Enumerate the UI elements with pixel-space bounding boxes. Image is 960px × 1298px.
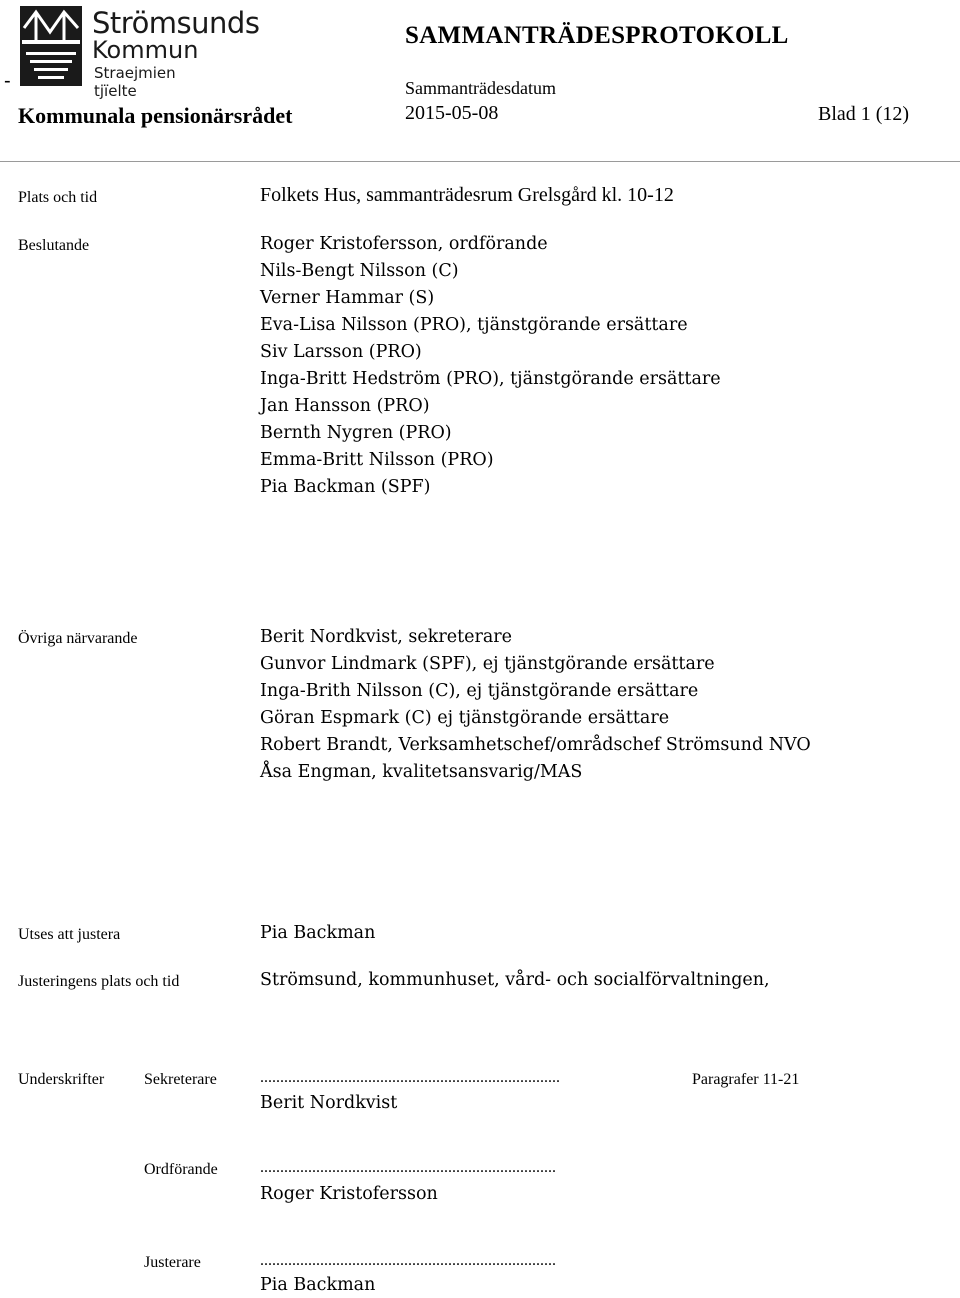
list-item: Pia Backman (SPF) (260, 477, 431, 497)
justera-value: Pia Backman (260, 923, 376, 943)
bridge-logo-icon (20, 6, 82, 86)
list-item: Berit Nordkvist, sekreterare (260, 627, 512, 647)
signature-role-justerare: Justerare (144, 1254, 201, 1271)
list-item: Bernth Nygren (PRO) (260, 423, 452, 443)
list-item: Verner Hammar (S) (260, 288, 435, 308)
signature-name: Pia Backman (260, 1275, 376, 1295)
signature-role-sekreterare: Sekreterare (144, 1071, 217, 1088)
signature-name: Roger Kristofersson (260, 1184, 438, 1204)
signature-line: .......................................................................... (260, 1159, 556, 1176)
organization-name: Kommunala pensionärsrådet (18, 103, 293, 128)
list-item: Emma-Britt Nilsson (PRO) (260, 450, 494, 470)
ovriga-list (260, 624, 811, 786)
list-item: Inga-Britt Hedström (PRO), tjänstgörande ersättare (260, 369, 721, 389)
list-item: Robert Brandt, Verksamhetschef/områdschef Strömsund NVO (260, 735, 811, 755)
signature-role-ordforande: Ordförande (144, 1161, 218, 1178)
list-item: Siv Larsson (PRO) (260, 342, 422, 362)
plats-value: Folkets Hus, sammanträdesrum Grelsgård kl. 10-12 (260, 184, 674, 206)
header-dash: - (4, 70, 11, 92)
list-item: Roger Kristofersson, ordförande (260, 234, 548, 254)
list-item: Göran Espmark (C) ej tjänstgörande ersättare (260, 708, 670, 728)
logo-text-stromsunds: Strömsunds (92, 6, 260, 40)
list-item: Jan Hansson (PRO) (260, 396, 430, 416)
list-item: Eva-Lisa Nilsson (PRO), tjänstgörande ersättare (260, 315, 688, 335)
list-item: Nils-Bengt Nilsson (C) (260, 261, 459, 281)
logo-text-sami: Straejmien tjïelte (94, 64, 176, 100)
beslutande-label: Beslutande (18, 237, 90, 254)
signature-line: .......................................................................... (260, 1252, 556, 1269)
meeting-date-label: Sammanträdesdatum (405, 78, 556, 98)
page-number: Blad 1 (12) (818, 103, 910, 125)
plats-label: Plats och tid (18, 189, 98, 206)
header-divider (0, 161, 960, 162)
signature-name: Berit Nordkvist (260, 1093, 398, 1113)
underskrifter-label: Underskrifter (18, 1071, 105, 1088)
logo-text-kommun: Kommun (92, 36, 199, 64)
municipality-logo (20, 6, 260, 100)
justering-plats-label: Justeringens plats och tid (18, 973, 180, 990)
list-item: Inga-Brith Nilsson (C), ej tjänstgörande ersättare (260, 681, 699, 701)
justera-label: Utses att justera (18, 926, 121, 943)
justering-plats-value: Strömsund, kommunhuset, vård- och socialförvaltningen, (260, 970, 770, 990)
beslutande-list (260, 231, 721, 501)
list-item: Åsa Engman, kvalitetsansvarig/MAS (260, 762, 583, 782)
paragrafer-label: Paragrafer 11-21 (692, 1071, 800, 1088)
meeting-date-value: 2015-05-08 (405, 102, 499, 124)
signature-line: ........................................................................... (260, 1069, 560, 1086)
ovriga-label: Övriga närvarande (18, 630, 138, 647)
document-title: SAMMANTRÄDESPROTOKOLL (405, 22, 789, 49)
list-item: Gunvor Lindmark (SPF), ej tjänstgörande ersättare (260, 654, 715, 674)
